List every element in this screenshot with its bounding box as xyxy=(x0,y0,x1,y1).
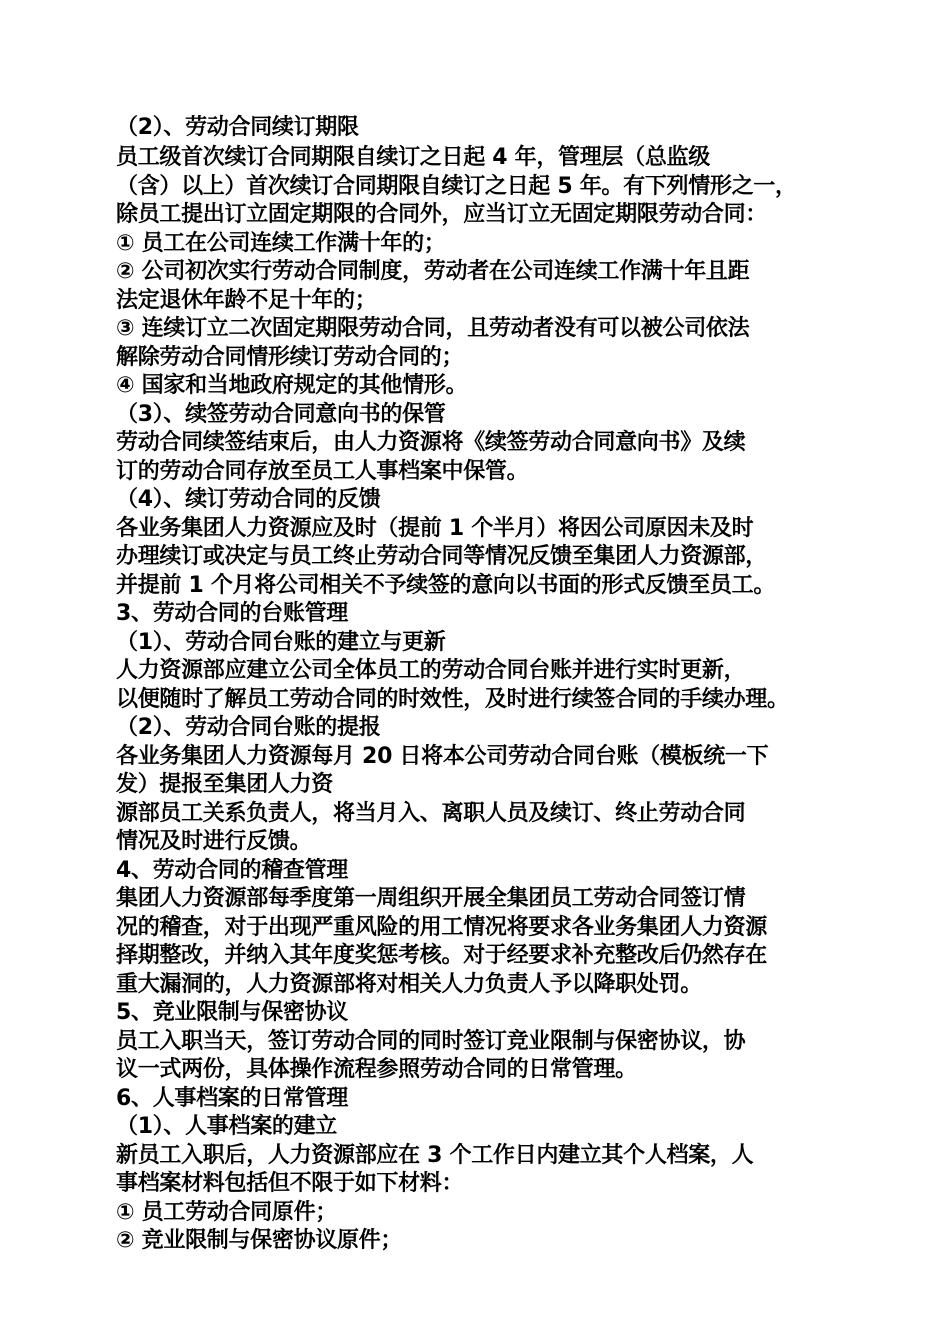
text-line: （1）、劳动合同台账的建立与更新 xyxy=(116,630,446,655)
text-line: 5、竞业限制与保密协议 xyxy=(116,1000,349,1025)
text-line: ① 员工劳动合同原件； xyxy=(116,1200,337,1225)
text-line: 劳动合同续签结束后，由人力资源将《续签劳动合同意向书》及续 xyxy=(116,430,746,455)
text-line: 议一式两份，具体操作流程参照劳动合同的日常管理。 xyxy=(116,1057,637,1082)
text-line: 办理续订或决定与员工终止劳动合同等情况反馈至集团人力资源部， xyxy=(116,544,768,569)
text-line: 订的劳动合同存放至员工人事档案中保管。 xyxy=(116,459,529,484)
text-line: 况的稽查，对于出现严重风险的用工情况将要求各业务集团人力资源 xyxy=(116,915,768,940)
text-line: 以便随时了解员工劳动合同的时效性，及时进行续签合同的手续办理。 xyxy=(116,687,789,712)
text-line: 各业务集团人力资源应及时（提前 1 个半月）将因公司原因未及时 xyxy=(116,516,754,541)
text-line: 发）提报至集团人力资 xyxy=(116,772,334,797)
text-line: 情况及时进行反馈。 xyxy=(116,829,312,854)
text-line: 并提前 1 个月将公司相关不予续签的意向以书面的形式反馈至员工。 xyxy=(116,573,776,598)
text-line: （2）、劳动合同台账的提报 xyxy=(116,715,381,740)
text-line: 集团人力资源部每季度第一周组织开展全集团员工劳动合同签订情 xyxy=(116,886,746,911)
text-line: 员工入职当天，签订劳动合同的同时签订竞业限制与保密协议，协 xyxy=(116,1029,746,1054)
text-line: ③ 连续订立二次固定期限劳动合同，且劳动者没有可以被公司依法 xyxy=(116,316,750,341)
text-line: 人力资源部应建立公司全体员工的劳动合同台账并进行实时更新， xyxy=(116,658,746,683)
text-line: 法定退休年龄不足十年的； xyxy=(116,288,377,313)
text-line: ② 公司初次实行劳动合同制度，劳动者在公司连续工作满十年且距 xyxy=(116,259,750,284)
text-line: （3）、续签劳动合同意向书的保管 xyxy=(116,402,446,427)
text-line: 解除劳动合同情形续订劳动合同的； xyxy=(116,345,464,370)
text-line: 员工级首次续订合同期限自续订之日起 4 年，管理层（总监级 xyxy=(116,145,710,170)
text-line: 3、劳动合同的台账管理 xyxy=(116,601,349,626)
text-line: 4、劳动合同的稽查管理 xyxy=(116,858,349,883)
text-line: 新员工入职后，人力资源部应在 3 个工作日内建立其个人档案，人 xyxy=(116,1143,754,1168)
text-line: 源部员工关系负责人，将当月入、离职人员及续订、终止劳动合同 xyxy=(116,801,746,826)
text-line: （4）、续订劳动合同的反馈 xyxy=(116,487,381,512)
text-line: 事档案材料包括但不限于如下材料： xyxy=(116,1171,464,1196)
text-line: 各业务集团人力资源每月 20 日将本公司劳动合同台账（模板统一下 xyxy=(116,744,769,769)
text-line: （2）、劳动合同续订期限 xyxy=(116,115,359,140)
text-line: （1）、人事档案的建立 xyxy=(116,1114,338,1139)
text-line: ④ 国家和当地政府规定的其他情形。 xyxy=(116,373,468,398)
text-line: 择期整改，并纳入其年度奖惩考核。对于经要求补充整改后仍然存在 xyxy=(116,943,768,968)
text-line: （含）以上）首次续订合同期限自续订之日起 5 年。有下列情形之一， xyxy=(116,174,797,199)
text-line: ② 竞业限制与保密协议原件； xyxy=(116,1228,403,1253)
text-line: 除员工提出订立固定期限的合同外，应当订立无固定期限劳动合同： xyxy=(116,202,768,227)
text-line: 重大漏洞的，人力资源部将对相关人力负责人予以降职处罚。 xyxy=(116,972,702,997)
text-line: 6、人事档案的日常管理 xyxy=(116,1086,349,1111)
text-line: ① 员工在公司连续工作满十年的； xyxy=(116,231,446,256)
